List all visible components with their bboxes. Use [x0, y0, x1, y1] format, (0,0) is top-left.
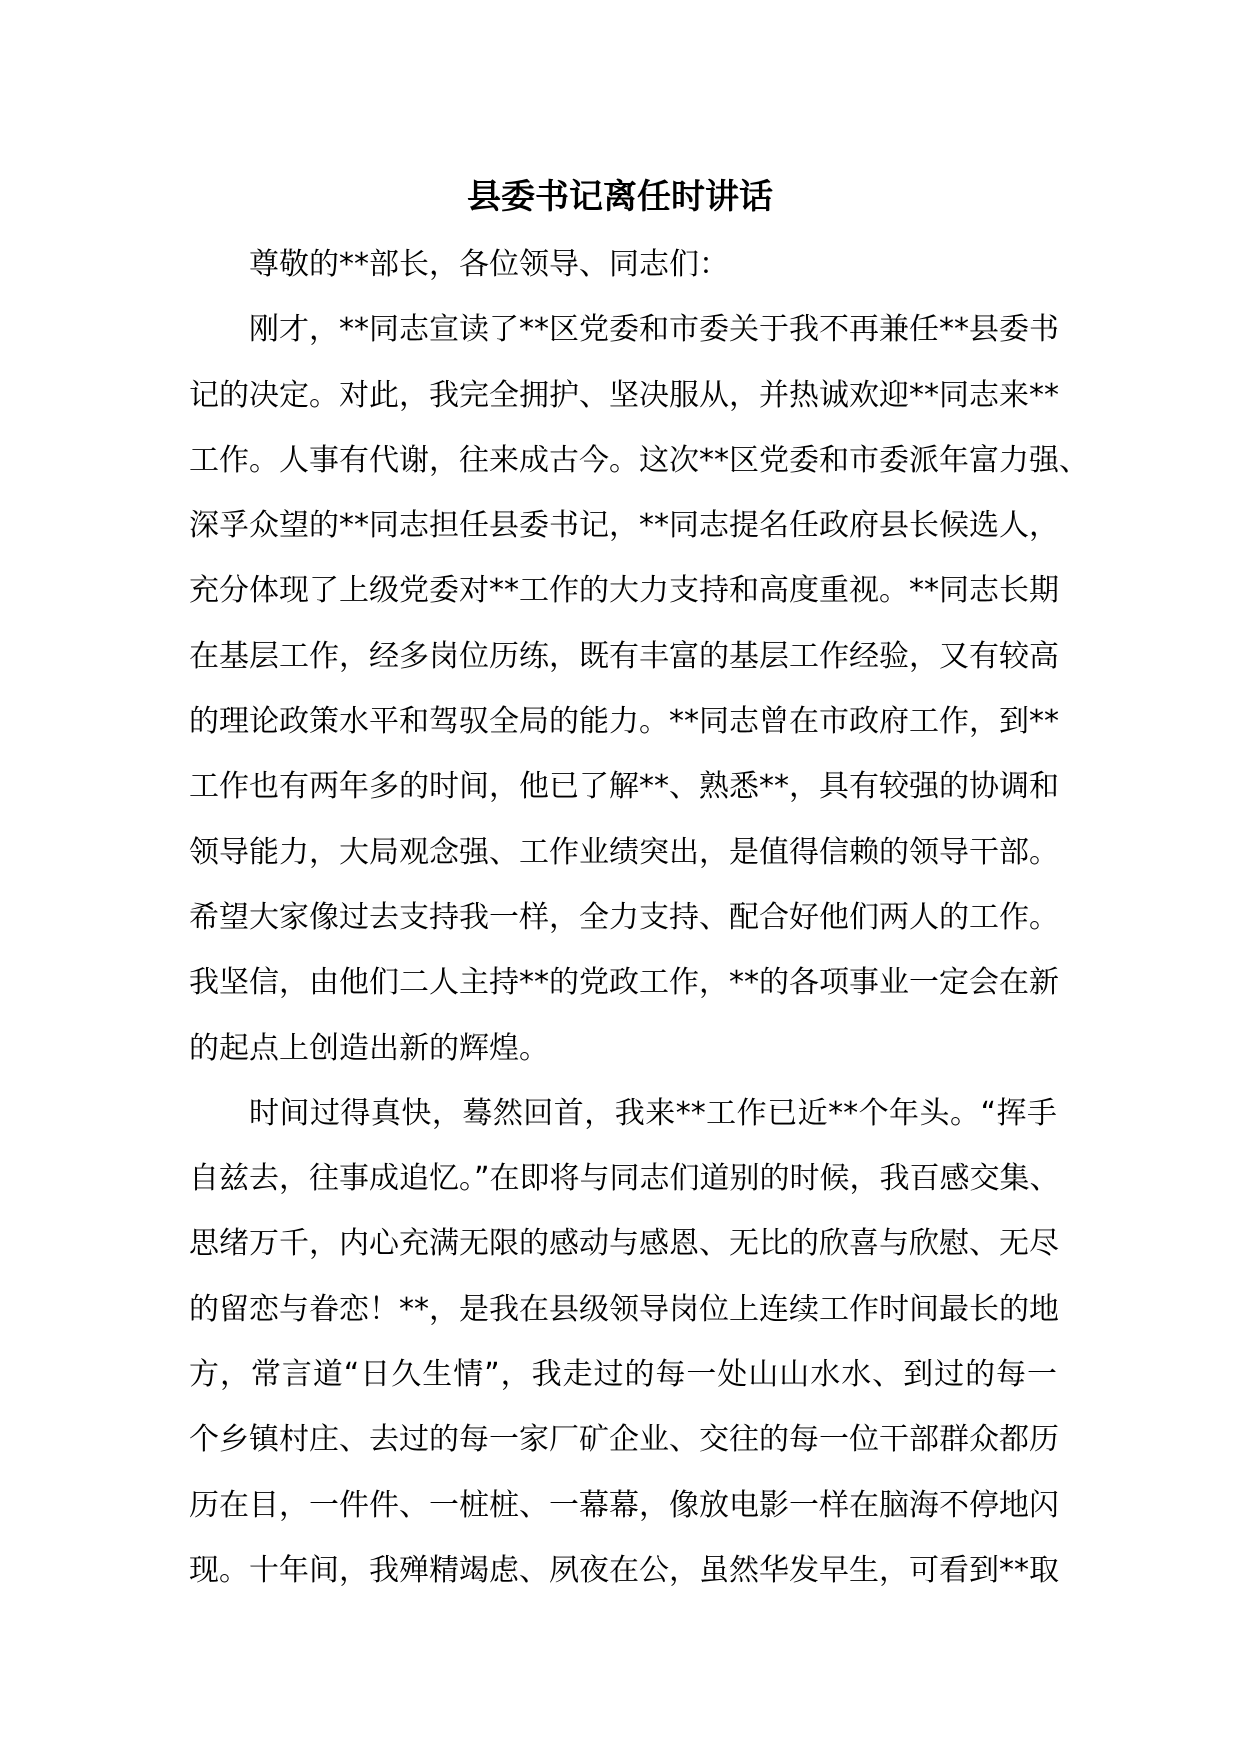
- text-line: 方，常言道“日久生情”，我走过的每一处山山水水、到过的每一: [189, 1357, 1057, 1393]
- text-line: 充分体现了上级党委对**工作的大力支持和高度重视。**同志长期: [189, 573, 1059, 609]
- document-body: [189, 232, 1089, 1603]
- text-line: 我坚信，由他们二人主持**的党政工作，**的各项事业一定会在新: [189, 965, 1059, 1001]
- text-line: 刚才，**同志宣读了**区党委和市委关于我不再兼任**县委书: [249, 312, 1059, 348]
- paragraph: [189, 297, 1089, 1081]
- text-line: 历在目，一件件、一桩桩、一幕幕，像放电影一样在脑海不停地闪: [189, 1487, 1059, 1523]
- text-line: 个乡镇村庄、去过的每一家厂矿企业、交往的每一位干部群众都历: [189, 1422, 1059, 1458]
- text-line: 尊敬的**部长，各位领导、同志们：: [249, 247, 729, 282]
- text-line: 工作也有两年多的时间，他已了解**、熟悉**，具有较强的协调和: [189, 769, 1059, 805]
- text-line: 的留恋与眷恋！**，是我在县级领导岗位上连续工作时间最长的地: [189, 1291, 1059, 1327]
- text-line: 领导能力，大局观念强、工作业绩突出，是值得信赖的领导干部。: [189, 834, 1059, 870]
- text-line: 的起点上创造出新的辉煌。: [189, 1030, 549, 1066]
- text-line: 现。十年间，我殚精竭虑、夙夜在公，虽然华发早生，可看到**取: [189, 1552, 1059, 1588]
- text-line: 深孚众望的**同志担任县委书记，**同志提名任政府县长候选人，: [189, 508, 1059, 544]
- paragraph: [189, 232, 1057, 297]
- text-line: 自兹去，往事成追忆。”在即将与同志们道别的时候，我百感交集、: [189, 1161, 1060, 1197]
- text-line: 记的决定。对此，我完全拥护、坚决服从，并热诚欢迎**同志来**: [189, 377, 1059, 413]
- text-line: 思绪万千，内心充满无限的感动与感恩、无比的欣喜与欣慰、无尽: [189, 1226, 1059, 1262]
- text-line: 时间过得真快，蓦然回首，我来**工作已近**个年头。“挥手: [249, 1095, 1057, 1131]
- paragraph: [189, 1081, 1060, 1603]
- document-title: 县委书记离任时讲话: [467, 177, 773, 217]
- text-line: 希望大家像过去支持我一样，全力支持、配合好他们两人的工作。: [189, 899, 1059, 935]
- text-line: 工作。人事有代谢，往来成古今。这次**区党委和市委派年富力强、: [189, 442, 1089, 478]
- text-line: 在基层工作，经多岗位历练，既有丰富的基层工作经验，又有较高: [189, 638, 1059, 674]
- text-line: 的理论政策水平和驾驭全局的能力。**同志曾在市政府工作，到**: [189, 704, 1059, 740]
